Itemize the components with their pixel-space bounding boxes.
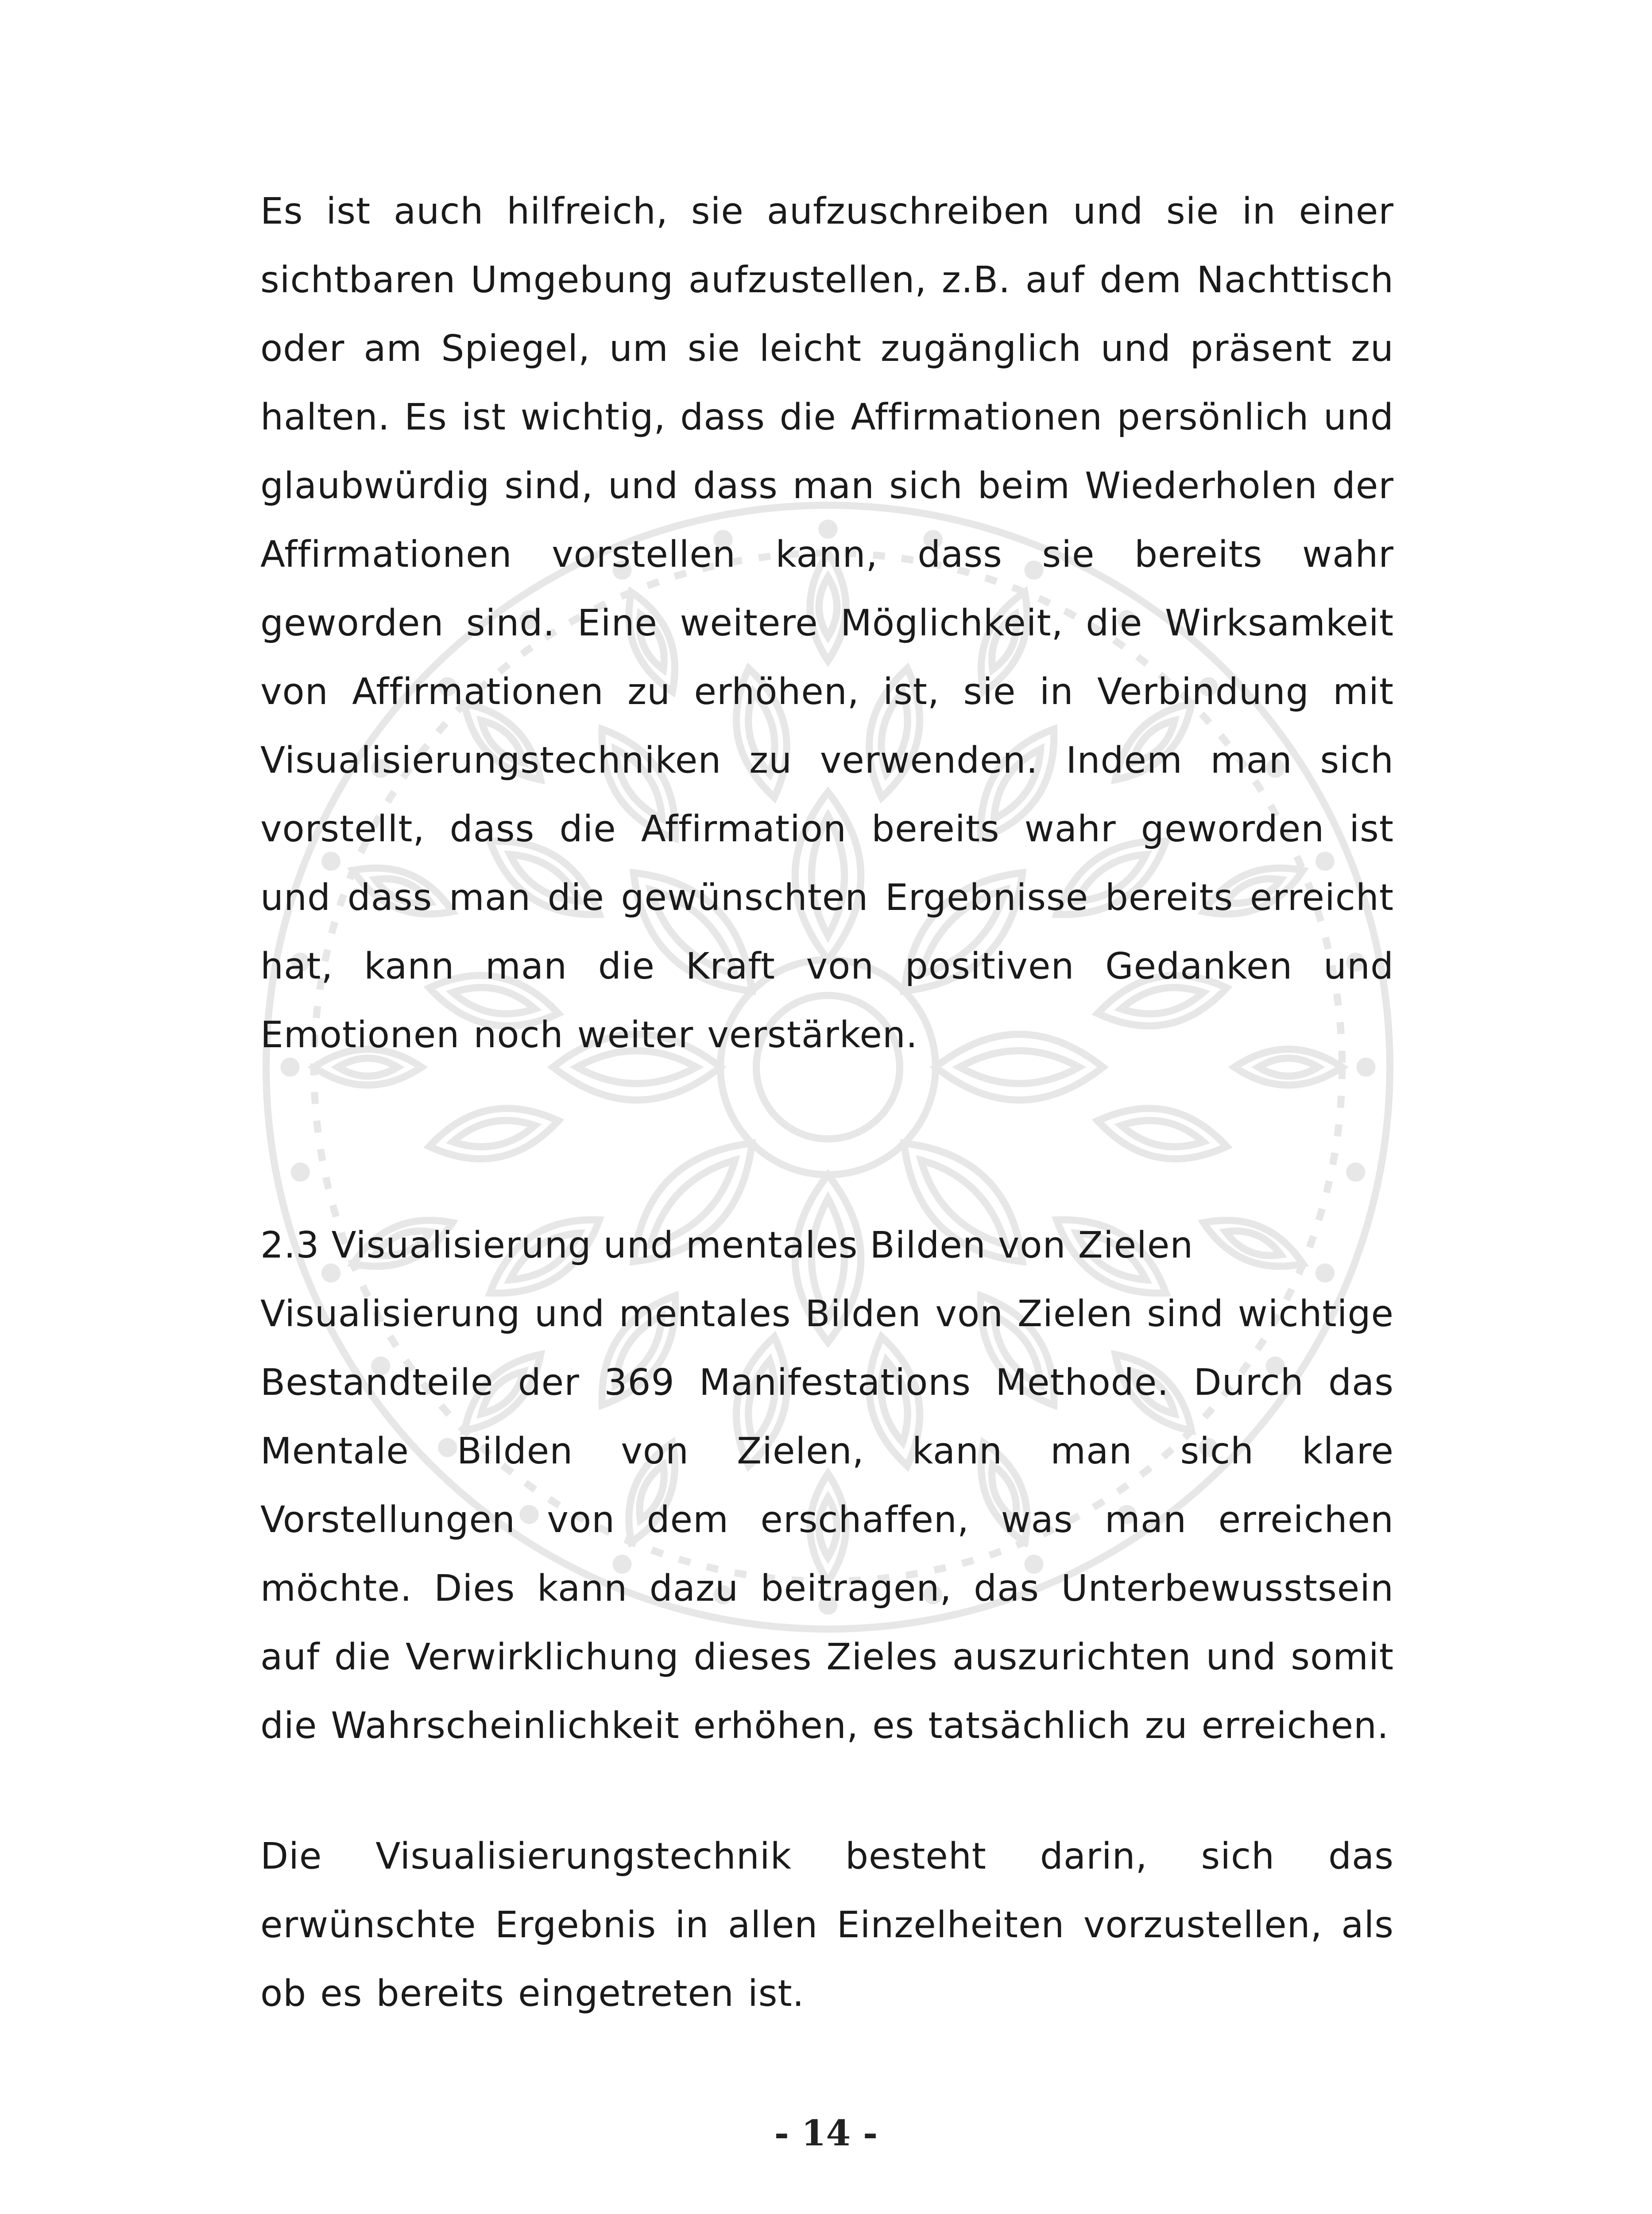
paragraph-text: Die Visualisierungstechnik besteht darin, sich das erwünschte Ergebnis in allen Einzelheiten vorzustellen, als ob es bereits eingetreten ist. — [260, 1835, 1394, 2015]
paragraph-affirmationen — [260, 177, 1394, 1069]
paragraph-text: Es ist auch hilfreich, sie aufzuschreiben und sie in einer sichtbaren Umgebung aufzustellen, z.B. auf dem Nachttisch oder am Spiegel, um sie leicht zugänglich und präsent zu halten. Es ist wichtig, dass die Affirmationen persönlich und glaubwürdig sind, und dass man sich beim Wiederholen der Affirmationen vorstellen kann, dass sie bereits wahr geworden sind. Eine weitere Möglichkeit, die Wirksamkeit von Affirmationen zu erhöhen, ist, sie in Verbindung mit Visualisierungstechniken zu verwenden. Indem man sich vorstellt, dass die Affirmation bereits wahr geworden ist und dass man die gewünschten Ergebnisse bereits erreicht hat, kann man die Kraft von positiven Gedanken und Emotionen noch weiter verstärken. — [260, 190, 1394, 1056]
page-number: - 14 - — [774, 2112, 878, 2154]
paragraph-text: Visualisierung und mentales Bilden von Zielen sind wichtige Bestandteile der 369 Manifestations Methode. Durch das Mentale Bilden von Zielen, kann man sich klare Vorstellungen von dem erschaffen, was man erreichen möchte. Dies kann dazu beitragen, das Unterbewusstsein auf die Verwirklichung dieses Zieles auszurichten und somit die Wahrscheinlichkeit erhöhen, es tatsächlich zu erreichen. — [260, 1293, 1394, 1747]
paragraph-visualisierung — [260, 1280, 1394, 1760]
paragraph-visualisierungstechnik — [260, 1822, 1394, 2028]
section-heading: 2.3 Visualisierung und mentales Bilden von Zielen — [260, 1224, 1194, 1266]
